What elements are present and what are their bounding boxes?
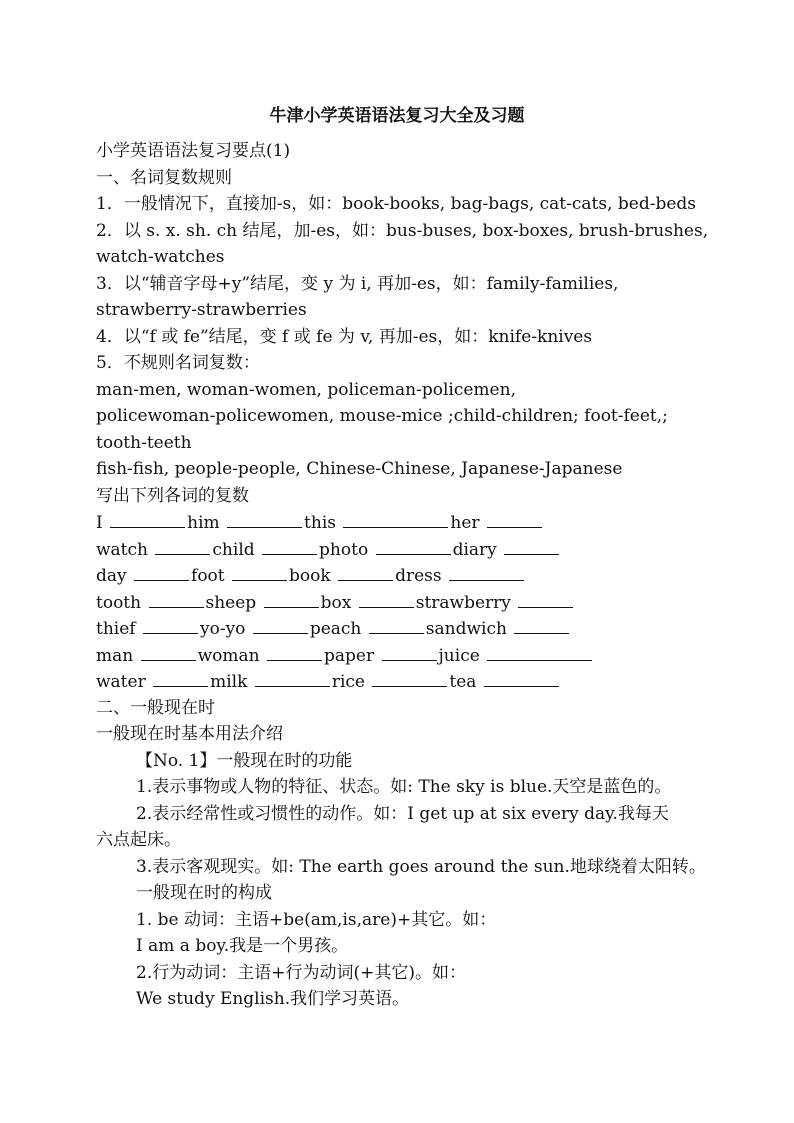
answer-blank[interactable] — [343, 509, 448, 528]
answer-blank[interactable] — [504, 536, 559, 555]
exercise-word: her — [450, 513, 480, 533]
exercise-word: woman — [197, 645, 260, 666]
rule-line: tooth-teeth — [96, 432, 192, 453]
answer-blank[interactable] — [518, 589, 573, 608]
rule-line: policewoman-policewomen, mouse-mice ;child-children; foot-feet,; — [96, 406, 668, 426]
answer-blank[interactable] — [141, 642, 196, 661]
structure-heading: 一般现在时的构成 — [136, 883, 272, 903]
exercise-row — [96, 668, 716, 695]
answer-blank[interactable] — [153, 668, 208, 687]
answer-blank[interactable] — [376, 536, 451, 555]
answer-blank[interactable] — [267, 642, 322, 661]
exercise-word: paper — [324, 645, 375, 666]
answer-blank[interactable] — [134, 562, 189, 581]
exercise-word: yo-yo — [199, 619, 246, 639]
usage-item: 2.表示经常性或习惯性的动作。如：I get up at six every day.我每天 — [136, 803, 669, 824]
no1-heading: 【No. 1】一般现在时的功能 — [136, 750, 353, 771]
exercise-word: peach — [309, 619, 362, 639]
rule-line: 3．以“辅音字母+y”结尾，变 y 为 i, 再加-es，如：family-families, — [96, 273, 619, 294]
answer-blank[interactable] — [143, 615, 198, 634]
section-subheading: 一般现在时基本用法介绍 — [96, 724, 283, 744]
answer-blank[interactable] — [232, 562, 287, 581]
exercise-row — [96, 589, 716, 616]
answer-blank[interactable] — [359, 589, 414, 608]
section-heading-plural: 一、名词复数规则 — [96, 167, 232, 188]
answer-blank[interactable] — [514, 615, 569, 634]
answer-blank[interactable] — [227, 509, 302, 528]
exercise-word: juice — [438, 645, 480, 666]
rule-line: man-men, woman-women, policeman-policemen, — [96, 379, 516, 400]
exercise-word: sandwich — [425, 619, 507, 639]
exercise-word: diary — [452, 539, 497, 560]
exercise-word: this — [304, 513, 336, 533]
usage-item-continued: 六点起床。 — [96, 830, 181, 850]
answer-blank[interactable] — [487, 642, 592, 661]
rule-line: 4．以“f 或 fe”结尾，变 f 或 fe 为 v, 再加-es，如：knife-knives — [96, 326, 593, 347]
exercise-row — [96, 509, 716, 536]
section-subtitle: 小学英语语法复习要点(1) — [96, 141, 291, 161]
answer-blank[interactable] — [338, 562, 393, 581]
exercise-word: water — [96, 672, 146, 692]
exercise-word: foot — [191, 566, 225, 586]
answer-blank[interactable] — [484, 668, 559, 687]
exercise-word: I — [96, 513, 103, 533]
rule-line: watch-watches — [96, 247, 225, 267]
section-heading-present: 二、一般现在时 — [96, 697, 215, 718]
document-title: 牛津小学英语语法复习大全及习题 — [269, 106, 525, 126]
exercise-word: rice — [331, 672, 365, 692]
usage-item: 1.表示事物或人物的特征、状态。如: The sky is blue.天空是蓝色的。 — [136, 777, 672, 797]
exercise-word: day — [96, 566, 127, 586]
answer-blank[interactable] — [262, 536, 317, 555]
exercise-word: child — [212, 539, 255, 560]
exercise-word: milk — [210, 672, 248, 692]
exercise-row — [96, 642, 716, 669]
structure-line: We study English.我们学习英语。 — [136, 989, 410, 1009]
exercise-word: tea — [449, 672, 477, 692]
exercise-word: man — [96, 645, 134, 666]
answer-blank[interactable] — [449, 562, 524, 581]
exercise-row — [96, 615, 716, 642]
answer-blank[interactable] — [487, 509, 542, 528]
exercise-word: dress — [395, 566, 442, 586]
answer-blank[interactable] — [149, 589, 204, 608]
answer-blank[interactable] — [264, 589, 319, 608]
rule-line: 2．以 s. x. sh. ch 结尾，加-es，如：bus-buses, box-boxes, brush-brushes, — [96, 220, 709, 241]
exercise-heading: 写出下列各词的复数 — [96, 485, 249, 506]
exercise-word: photo — [319, 539, 369, 560]
exercise-word: box — [320, 592, 352, 613]
answer-blank[interactable] — [255, 668, 330, 687]
answer-blank[interactable] — [110, 509, 185, 528]
exercise-word: thief — [96, 619, 136, 639]
usage-item: 3.表示客观现实。如: The earth goes around the sun.地球绕着太阳转。 — [136, 856, 706, 877]
exercise-row — [96, 536, 716, 563]
answer-blank[interactable] — [382, 642, 437, 661]
answer-blank[interactable] — [372, 668, 447, 687]
structure-line: 1. be 动词：主语+be(am,is,are)+其它。如： — [136, 909, 497, 930]
answer-blank[interactable] — [155, 536, 210, 555]
rule-line: fish-fish, people-people, Chinese-Chinese, Japanese-Japanese — [96, 459, 623, 479]
document-body — [96, 138, 716, 1013]
exercise-word: tooth — [96, 592, 142, 613]
exercise-row — [96, 562, 716, 589]
exercise-word: watch — [96, 539, 148, 560]
answer-blank[interactable] — [369, 615, 424, 634]
rule-line: strawberry-strawberries — [96, 300, 307, 320]
exercise-word: strawberry — [415, 592, 511, 613]
exercise-word: book — [289, 566, 331, 586]
exercise-word: him — [187, 513, 220, 533]
rule-line: 5．不规则名词复数： — [96, 353, 260, 373]
exercise-word: sheep — [205, 592, 257, 613]
rule-line: 1．一般情况下，直接加-s，如：book-books, bag-bags, cat-cats, bed-beds — [96, 194, 697, 214]
structure-line: I am a boy.我是一个男孩。 — [136, 936, 349, 956]
structure-line: 2.行为动词：主语+行为动词(+其它)。如： — [136, 962, 466, 983]
answer-blank[interactable] — [253, 615, 308, 634]
